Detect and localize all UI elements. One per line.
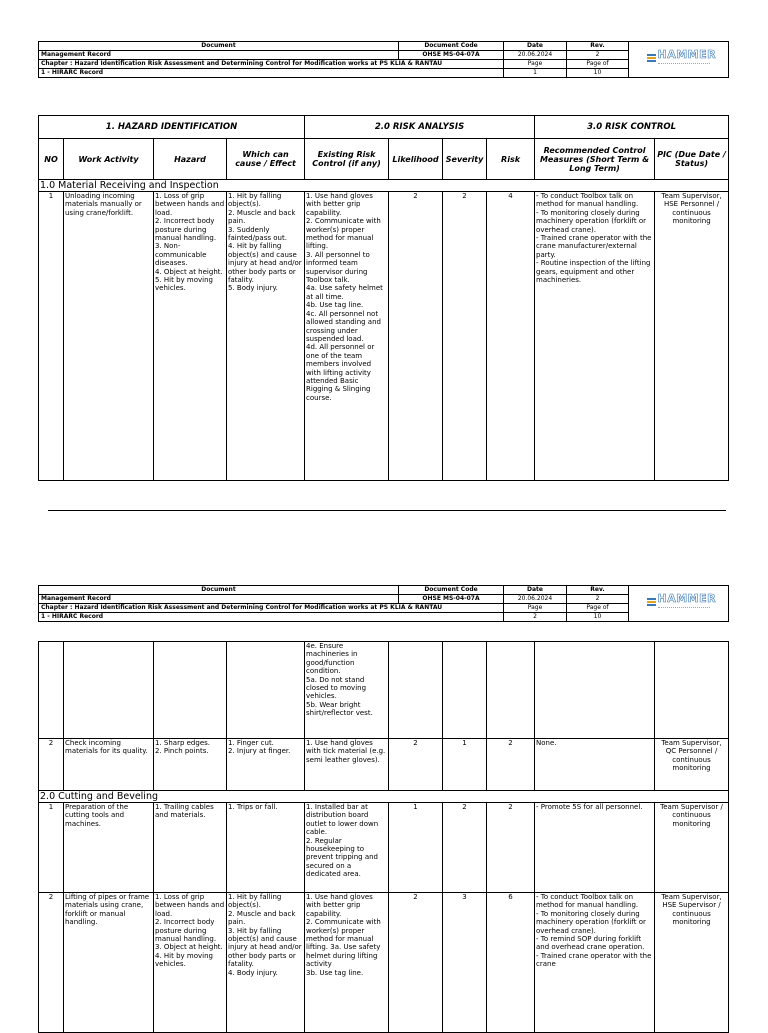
row-activity: Check incoming materials for its quality. [64,739,154,791]
row-severity: 1 [443,739,487,791]
row-pic: Team Supervisor, HSE Supervisor / continuous monitoring [655,893,729,1033]
row-recommended: - To conduct Toolbox talk on method for manual handling. - To monitoring closely during machinery operation (forklift or overhead crane). - Trained crane operator with the crane manufacturer/external party. - Routine inspection of the lifting gears, equipment and other machineries. [535,192,655,481]
row-recommended: - Promote 5S for all personnel. [535,803,655,893]
group-heading: 1.0 Material Receiving and Inspection [39,180,729,192]
hirarc-table-page-2 [38,641,728,1033]
row-pic: Team Supervisor, QC Personnel / continuous monitoring [655,739,729,791]
row-cause: 1. Hit by falling object(s). 2. Muscle and back pain. 3. Hit by falling object(s) and cause injury at head and/or other body parts or fatality. 4. Body injury. [227,893,305,1033]
code-label: Document Code [399,42,504,51]
row-activity: Lifting of pipes or frame materials using crane, forklift or manual handling. [64,893,154,1033]
row-likelihood: 1 [389,803,443,893]
record-title: 1 - HIRARC Record [39,613,504,622]
row-no: 2 [39,739,64,791]
record-title: 1 - HIRARC Record [39,69,504,78]
page-1 [38,41,728,78]
doc-name: Management Record [39,595,399,604]
group-heading: 2.0 Cutting and Beveling [39,791,729,803]
row-likelihood: 2 [389,192,443,481]
doc-code: OHSE MS-04-07A [399,51,504,60]
row-risk: 2 [487,739,535,791]
page-2 [38,585,728,622]
row-existing: 1. Use hand gloves with better grip capability. 2. Communicate with worker(s) proper method for manual lifting. 3a. Use safety helmet during lifting activity 3b. Use tag line. [305,893,389,1033]
chapter-title: Chapter : Hazard Identification Risk Assessment and Determining Control for Modification works at PS KLIA & RANTAU [39,60,504,69]
row-no: 2 [39,893,64,1033]
row-cause: 1. Trips or fall. [227,803,305,893]
row-activity: Unloading incoming materials manually or using crane/forklift. [64,192,154,481]
document-header [38,41,729,78]
doc-date: 20.06.2024 [504,595,567,604]
code-label: Document Code [399,586,504,595]
doc-rev: 2 [567,595,629,604]
section-risk-analysis: 2.0 RISK ANALYSIS [305,116,535,139]
page-number: 2 [504,613,567,622]
section-risk-control: 3.0 RISK CONTROL [535,116,729,139]
row-pic: Team Supervisor, HSE Personnel / continuous monitoring [655,192,729,481]
row-likelihood: 2 [389,893,443,1033]
row-hazard: 1. Sharp edges. 2. Pinch points. [154,739,227,791]
page-of-label: Page of [567,60,629,69]
date-label: Date [504,42,567,51]
row-activity: Preparation of the cutting tools and machines. [64,803,154,893]
document-header [38,585,729,622]
date-label: Date [504,586,567,595]
chapter-title: Chapter : Hazard Identification Risk Assessment and Determining Control for Modification works at PS KLIA & RANTAU [39,604,504,613]
total-pages: 10 [567,613,629,622]
row-risk: 6 [487,893,535,1033]
col-risk: Risk [487,139,535,180]
col-likelihood: Likelihood [389,139,443,180]
row-severity: 2 [443,192,487,481]
row-no: 1 [39,192,64,481]
row-existing: 4e. Ensure machineries in good/function condition. 5a. Do not stand closed to moving vehicles. 5b. Wear bright shirt/reflector vest. [305,642,389,739]
row-no: 1 [39,803,64,893]
page-number: 1 [504,69,567,78]
row-hazard: 1. Loss of grip between hands and load. 2. Incorrect body posture during manual handling. 3. Non-communicable diseases. 4. Object at height. 5. Hit by moving vehicles. [154,192,227,481]
doc-rev: 2 [567,51,629,60]
row-severity: 2 [443,803,487,893]
table-row [39,739,729,791]
row-recommended: None. [535,739,655,791]
doc-code: OHSE MS-04-07A [399,595,504,604]
row-severity: 3 [443,893,487,1033]
page-label: Page [504,604,567,613]
company-logo: HAMMER [629,42,729,78]
col-recommended: Recommended Control Measures (Short Term & Long Term) [535,139,655,180]
col-hazard: Hazard [154,139,227,180]
doc-label: Document [39,42,399,51]
section-hazard-identification: 1. HAZARD IDENTIFICATION [39,116,305,139]
table-row [39,893,729,1033]
page-label: Page [504,60,567,69]
page-divider [48,510,726,511]
row-recommended: - To conduct Toolbox talk on method for manual handling. - To monitoring closely during machinery operation (forklift or overhead crane). - To remind SOP during forklift and overhead crane operation. - Trained crane operator with the crane [535,893,655,1033]
row-hazard: 1. Loss of grip between hands and load. 2. Incorrect body posture during manual handling. 3. Object at height. 4. Hit by moving vehicles. [154,893,227,1033]
logo-mark-icon [647,598,656,606]
row-hazard: 1. Trailing cables and materials. [154,803,227,893]
row-existing: 1. Use hand gloves with better grip capability. 2. Communicate with worker(s) proper method for manual lifting. 3. All personnel to informed team supervisor during Toolbox talk. 4a. Use safety helmet at all time. 4b. Use tag line. 4c. All personnel not allowed standing and crossing under suspended load. 4d. All personnel or one of the team members involved with lifting activity attended Basic Rigging & Slinging course. [305,192,389,481]
col-activity: Work Activity [64,139,154,180]
rev-label: Rev. [567,586,629,595]
row-existing: 1. Installed bar at distribution board outlet to lower down cable. 2. Regular housekeeping to prevent tripping and secured on a dedicated area. [305,803,389,893]
doc-name: Management Record [39,51,399,60]
row-cause: 1. Finger cut. 2. Injury at finger. [227,739,305,791]
col-existing: Existing Risk Control (if any) [305,139,389,180]
row-cause: 1. Hit by falling object(s). 2. Muscle and back pain. 3. Suddenly fainted/pass out. 4. Hit by falling object(s) and cause injury at head and/or other body parts or fatality. 5. Body injury. [227,192,305,481]
rev-label: Rev. [567,42,629,51]
row-risk: 2 [487,803,535,893]
row-existing: 1. Use hand gloves with tick material (e.g. semi leather gloves). [305,739,389,791]
table-row [39,642,729,739]
row-likelihood: 2 [389,739,443,791]
col-severity: Severity [443,139,487,180]
company-logo: HAMMER [629,586,729,622]
doc-date: 20.06.2024 [504,51,567,60]
col-cause: Which can cause / Effect [227,139,305,180]
doc-label: Document [39,586,399,595]
table-row [39,803,729,893]
hirarc-table-page-1 [38,115,728,481]
logo-mark-icon [647,54,656,62]
page-of-label: Page of [567,604,629,613]
row-risk: 4 [487,192,535,481]
row-pic: Team Supervisor / continuous monitoring [655,803,729,893]
col-no: NO [39,139,64,180]
total-pages: 10 [567,69,629,78]
table-row [39,192,729,481]
col-pic: PIC (Due Date / Status) [655,139,729,180]
